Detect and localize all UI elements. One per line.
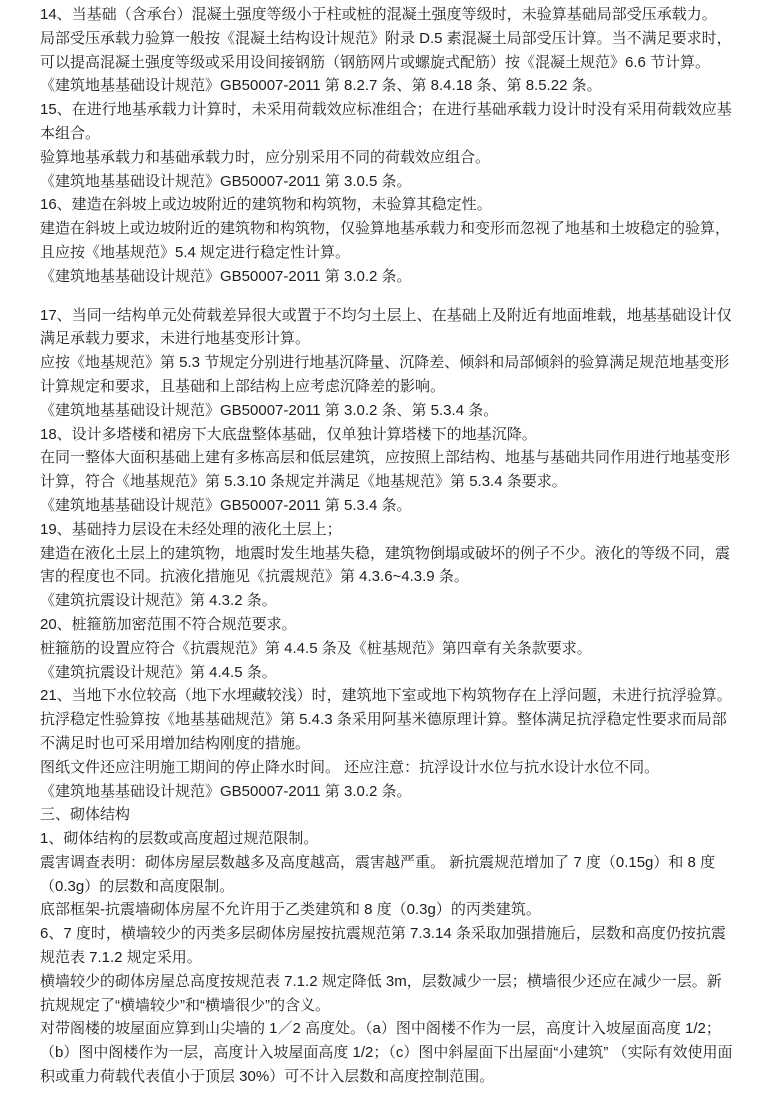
paragraph-heading: 三、砌体结构 — [40, 806, 131, 824]
paragraph-item: 15、在进行地基承载力计算时，未采用荷载效应标准组合；在进行基础承载力设计时没有采用荷载效应基本组合。 — [40, 101, 732, 142]
paragraph-item: 16、建造在斜坡上或边坡附近的建筑物和构筑物，未验算其稳定性。 — [40, 196, 492, 214]
paragraph-ref: 《建筑地基基础设计规范》GB50007-2011 第 3.0.5 条。 — [40, 172, 412, 190]
paragraph-body: 对带阁楼的坡屋面应算到山尖墙的 1／2 高度处。（a）图中阁楼不作为一层，高度计入坡屋面高度 1/2；（b）图中阁楼作为一层，高度计入坡屋面高度 1/2；（c）图中斜屋面下出屋面“小建筑” （实际有效使用面积或重力荷载代表值小于顶层 30%）可不计入层数和高度控制范围。 — [40, 1020, 733, 1086]
paragraph-body: 底部框架-抗震墙砌体房屋不允许用于乙类建筑和 8 度（0.3g）的丙类建筑。 — [40, 901, 541, 919]
paragraph-ref: 《建筑地基基础设计规范》GB50007-2011 第 8.2.7 条、第 8.4.18 条、第 8.5.22 条。 — [40, 77, 602, 95]
paragraph-body: 震害调查表明：砌体房屋层数越多及高度越高，震害越严重。 新抗震规范增加了 7 度（0.15g）和 8 度（0.3g）的层数和高度限制。 — [40, 853, 716, 895]
paragraph-body: 在同一整体大面积基础上建有多栋高层和低层建筑，应按照上部结构、地基与基础共同作用进行地基变形计算，符合《地基规范》第 5.3.10 条规定并满足《地基规范》第 5.3.4 条要求。 — [40, 449, 731, 491]
paragraph-body: 6、7 度时，横墙较少的丙类多层砌体房屋按抗震规范第 7.3.14 条采取加强措施后，层数和高度仍按抗震规范表 7.1.2 规定采用。 — [40, 925, 726, 967]
paragraph-item: 1、砌体结构的层数或高度超过规范限制。 — [40, 830, 319, 848]
paragraph-ref: 《建筑抗震设计规范》第 4.3.2 条。 — [40, 592, 277, 610]
paragraph-ref: 《建筑地基基础设计规范》GB50007-2011 第 3.0.2 条。 — [40, 782, 412, 800]
paragraph-ref: 《建筑地基基础设计规范》GB50007-2011 第 5.3.4 条。 — [40, 496, 412, 514]
paragraph-body: 应按《地基规范》第 5.3 节规定分别进行地基沉降量、沉降差、倾斜和局部倾斜的验算满足规范地基变形计算规定和要求，且基础和上部结构上应考虑沉降差的影响。 — [40, 354, 730, 395]
paragraph-item: 14、当基础（含承台）混凝土强度等级小于柱或桩的混凝土强度等级时，未验算基础局部受压承载力。 — [40, 6, 717, 23]
paragraph-ref: 《建筑地基基础设计规范》GB50007-2011 第 3.0.2 条。 — [40, 267, 412, 285]
paragraph-ref: 《建筑地基基础设计规范》GB50007-2011 第 3.0.2 条、第 5.3.4 条。 — [40, 401, 499, 419]
paragraph-body: 抗浮稳定性验算按《地基基础规范》第 5.4.3 条采用阿基米德原理计算。整体满足抗浮稳定性要求而局部不满足时也可采用增加结构刚度的措施。 — [40, 711, 727, 752]
paragraph-body: 横墙较少的砌体房屋总高度按规范表 7.1.2 规定降低 3m，层数减少一层；横墙很少还应在减少一层。新抗规规定了“横墙较少”和“横墙很少”的含义。 — [40, 972, 722, 1014]
paragraph-body: 验算地基承载力和基础承载力时，应分别采用不同的荷载效应组合。 — [40, 148, 491, 166]
paragraph-item: 21、当地下水位较高（地下水埋藏较浅）时，建筑地下室或地下构筑物存在上浮问题，未进行抗浮验算。 — [40, 687, 732, 705]
paragraph-item: 20、桩箍筋加密范围不符合规范要求。 — [40, 615, 297, 633]
paragraph-spacer — [40, 289, 736, 304]
paragraph-body: 建造在液化土层上的建筑物，地震时发生地基失稳，建筑物倒塌或破坏的例子不少。液化的等级不同，震害的程度也不同。抗液化措施见《抗震规范》第 4.3.6~4.3.9 条。 — [40, 544, 731, 586]
paragraph-item: 17、当同一结构单元处荷载差异很大或置于不均匀土层上、在基础上及附近有地面堆载，地基基础设计仅满足承载力要求，未进行地基变形计算。 — [40, 306, 732, 348]
paragraph-item: 19、基础持力层设在未经处理的液化土层上； — [40, 520, 342, 538]
paragraph-body: 建造在斜坡上或边坡附近的建筑物和构筑物，仅验算地基承载力和变形而忽视了地基和土坡稳定的验算，且应按《地基规范》5.4 规定进行稳定性计算。 — [40, 220, 731, 261]
paragraph-item: 18、设计多塔楼和裙房下大底盘整体基础，仅单独计算塔楼下的地基沉降。 — [40, 425, 537, 443]
paragraph-body: 局部受压承载力验算一般按《混凝土结构设计规范》附录 D.5 素混凝土局部受压计算。当不满足要求时，可以提高混凝土强度等级或采用设间接钢筋（钢筋网片或螺旋式配筋）按《混凝土规范》6.6 节计算。 — [40, 29, 732, 71]
paragraph-body: 桩箍筋的设置应符合《抗震规范》第 4.4.5 条及《桩基规范》第四章有关条款要求。 — [40, 639, 592, 657]
document-body — [40, 3, 736, 1089]
paragraph-body: 图纸文件还应注明施工期间的停止降水时间。 还应注意：抗浮设计水位与抗水设计水位不同。 — [40, 758, 660, 776]
paragraph-ref: 《建筑抗震设计规范》第 4.4.5 条。 — [40, 663, 277, 681]
